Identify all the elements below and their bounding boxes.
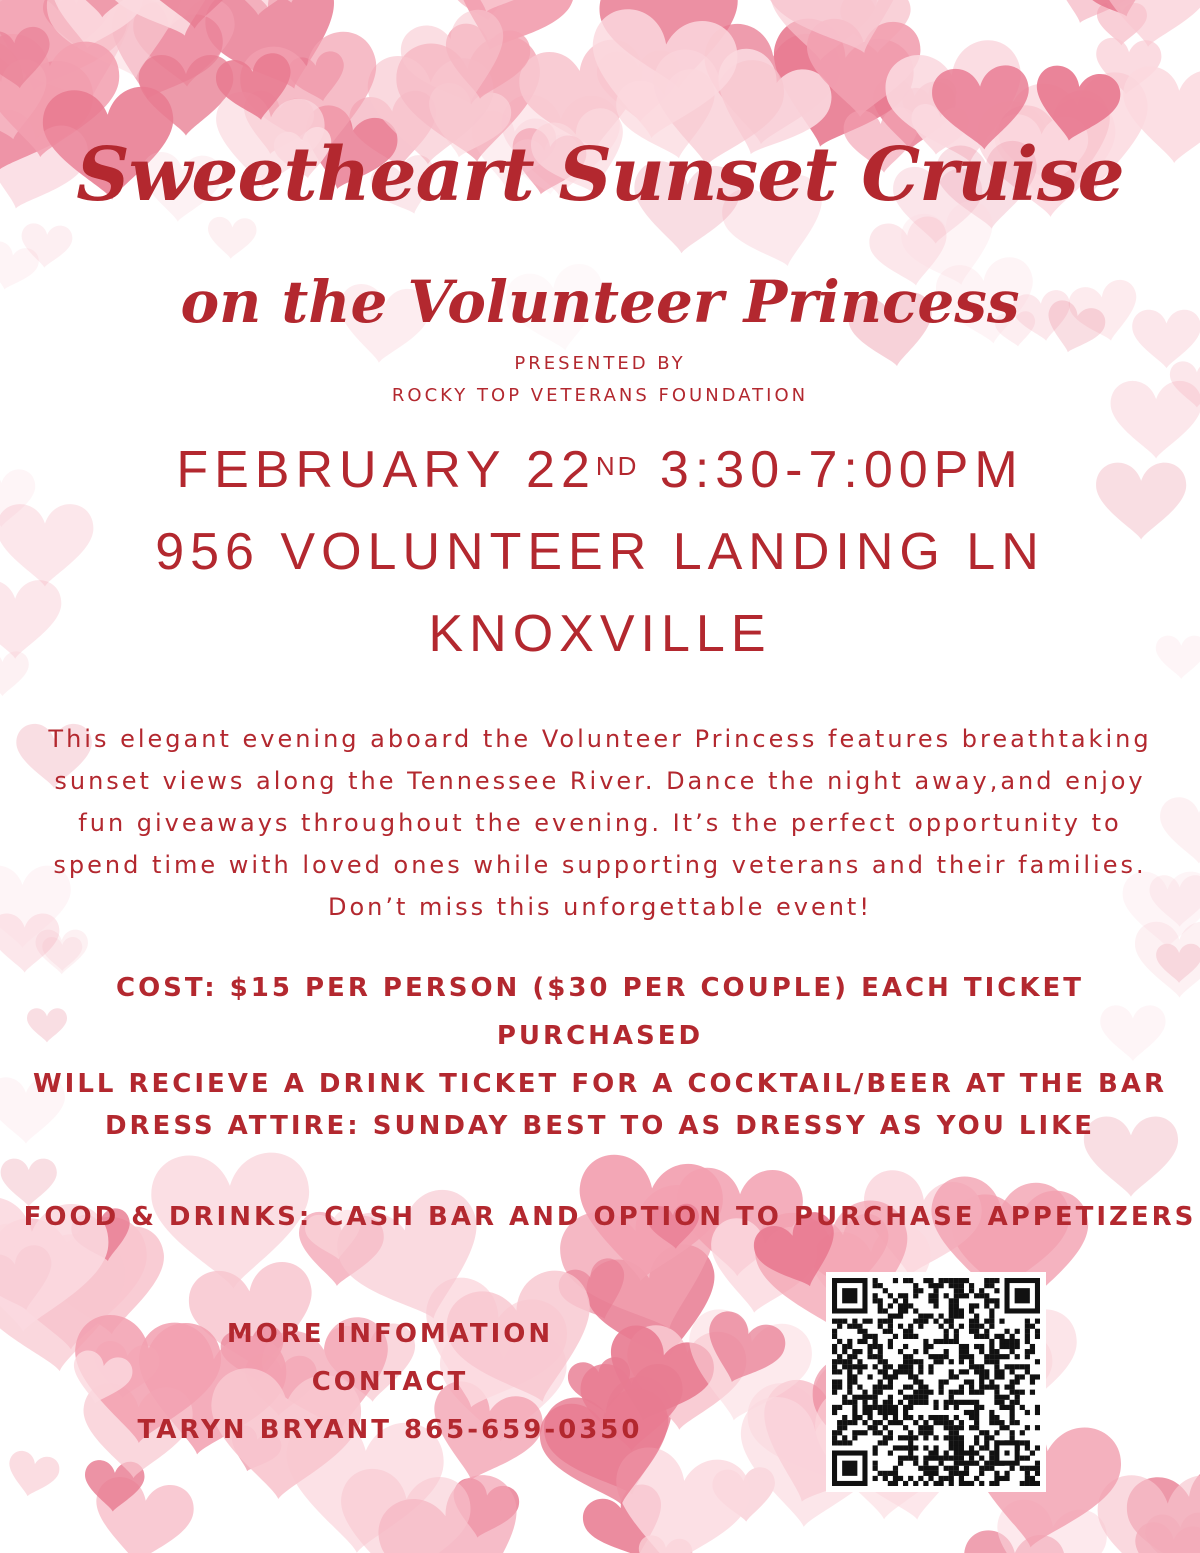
qr-code-pattern: [832, 1278, 1040, 1486]
event-city: KNOXVILLE: [428, 605, 772, 663]
cost-line-1: COST: $15 PER PERSON ($30 PER COUPLE) EACH TICKET PURCHASED: [116, 973, 1084, 1051]
cost-info: [10, 964, 1190, 1108]
food-drinks: FOOD & DRINKS: CASH BAR AND OPTION TO PURCHASE APPETIZERS: [23, 1202, 1197, 1232]
event-title: Sweetheart Sunset Cruise: [76, 132, 1124, 218]
cost-line-2: WILL RECIEVE A DRINK TICKET FOR A COCKTAIL/BEER AT THE BAR: [32, 1069, 1168, 1099]
dress-attire: DRESS ATTIRE: SUNDAY BEST TO AS DRESSY AS YOU LIKE: [104, 1111, 1096, 1141]
contact-info: [100, 1310, 680, 1454]
event-address: 956 VOLUNTEER LANDING LN: [155, 523, 1045, 581]
presented-by-label: PRESENTED BY: [514, 353, 686, 374]
contact-line-1: MORE INFOMATION: [226, 1319, 554, 1349]
contact-line-2: CONTACT: [311, 1367, 469, 1397]
presenter-name: ROCKY TOP VETERANS FOUNDATION: [391, 385, 809, 406]
date-time: [0, 440, 1200, 500]
presented-by: [0, 348, 1200, 412]
date-suffix: ND: [595, 451, 640, 481]
event-subtitle: on the Volunteer Princess: [180, 268, 1020, 336]
contact-line-3: TARYN BRYANT 865-659-0350: [137, 1415, 643, 1445]
qr-code[interactable]: [826, 1272, 1046, 1492]
event-time: 3:30-7:00PM: [659, 441, 1024, 499]
event-date: FEBRUARY 22: [176, 441, 596, 499]
event-description: This elegant evening aboard the Volunteer Princess features breathtaking sunset views along the Tennessee River. Dance the night away,and enjoy fun giveaways throughout the evening. It’s the perfect opportunity to spend time with loved ones while supporting veterans and their families. Don’t miss this unforgettable event!: [48, 725, 1152, 921]
